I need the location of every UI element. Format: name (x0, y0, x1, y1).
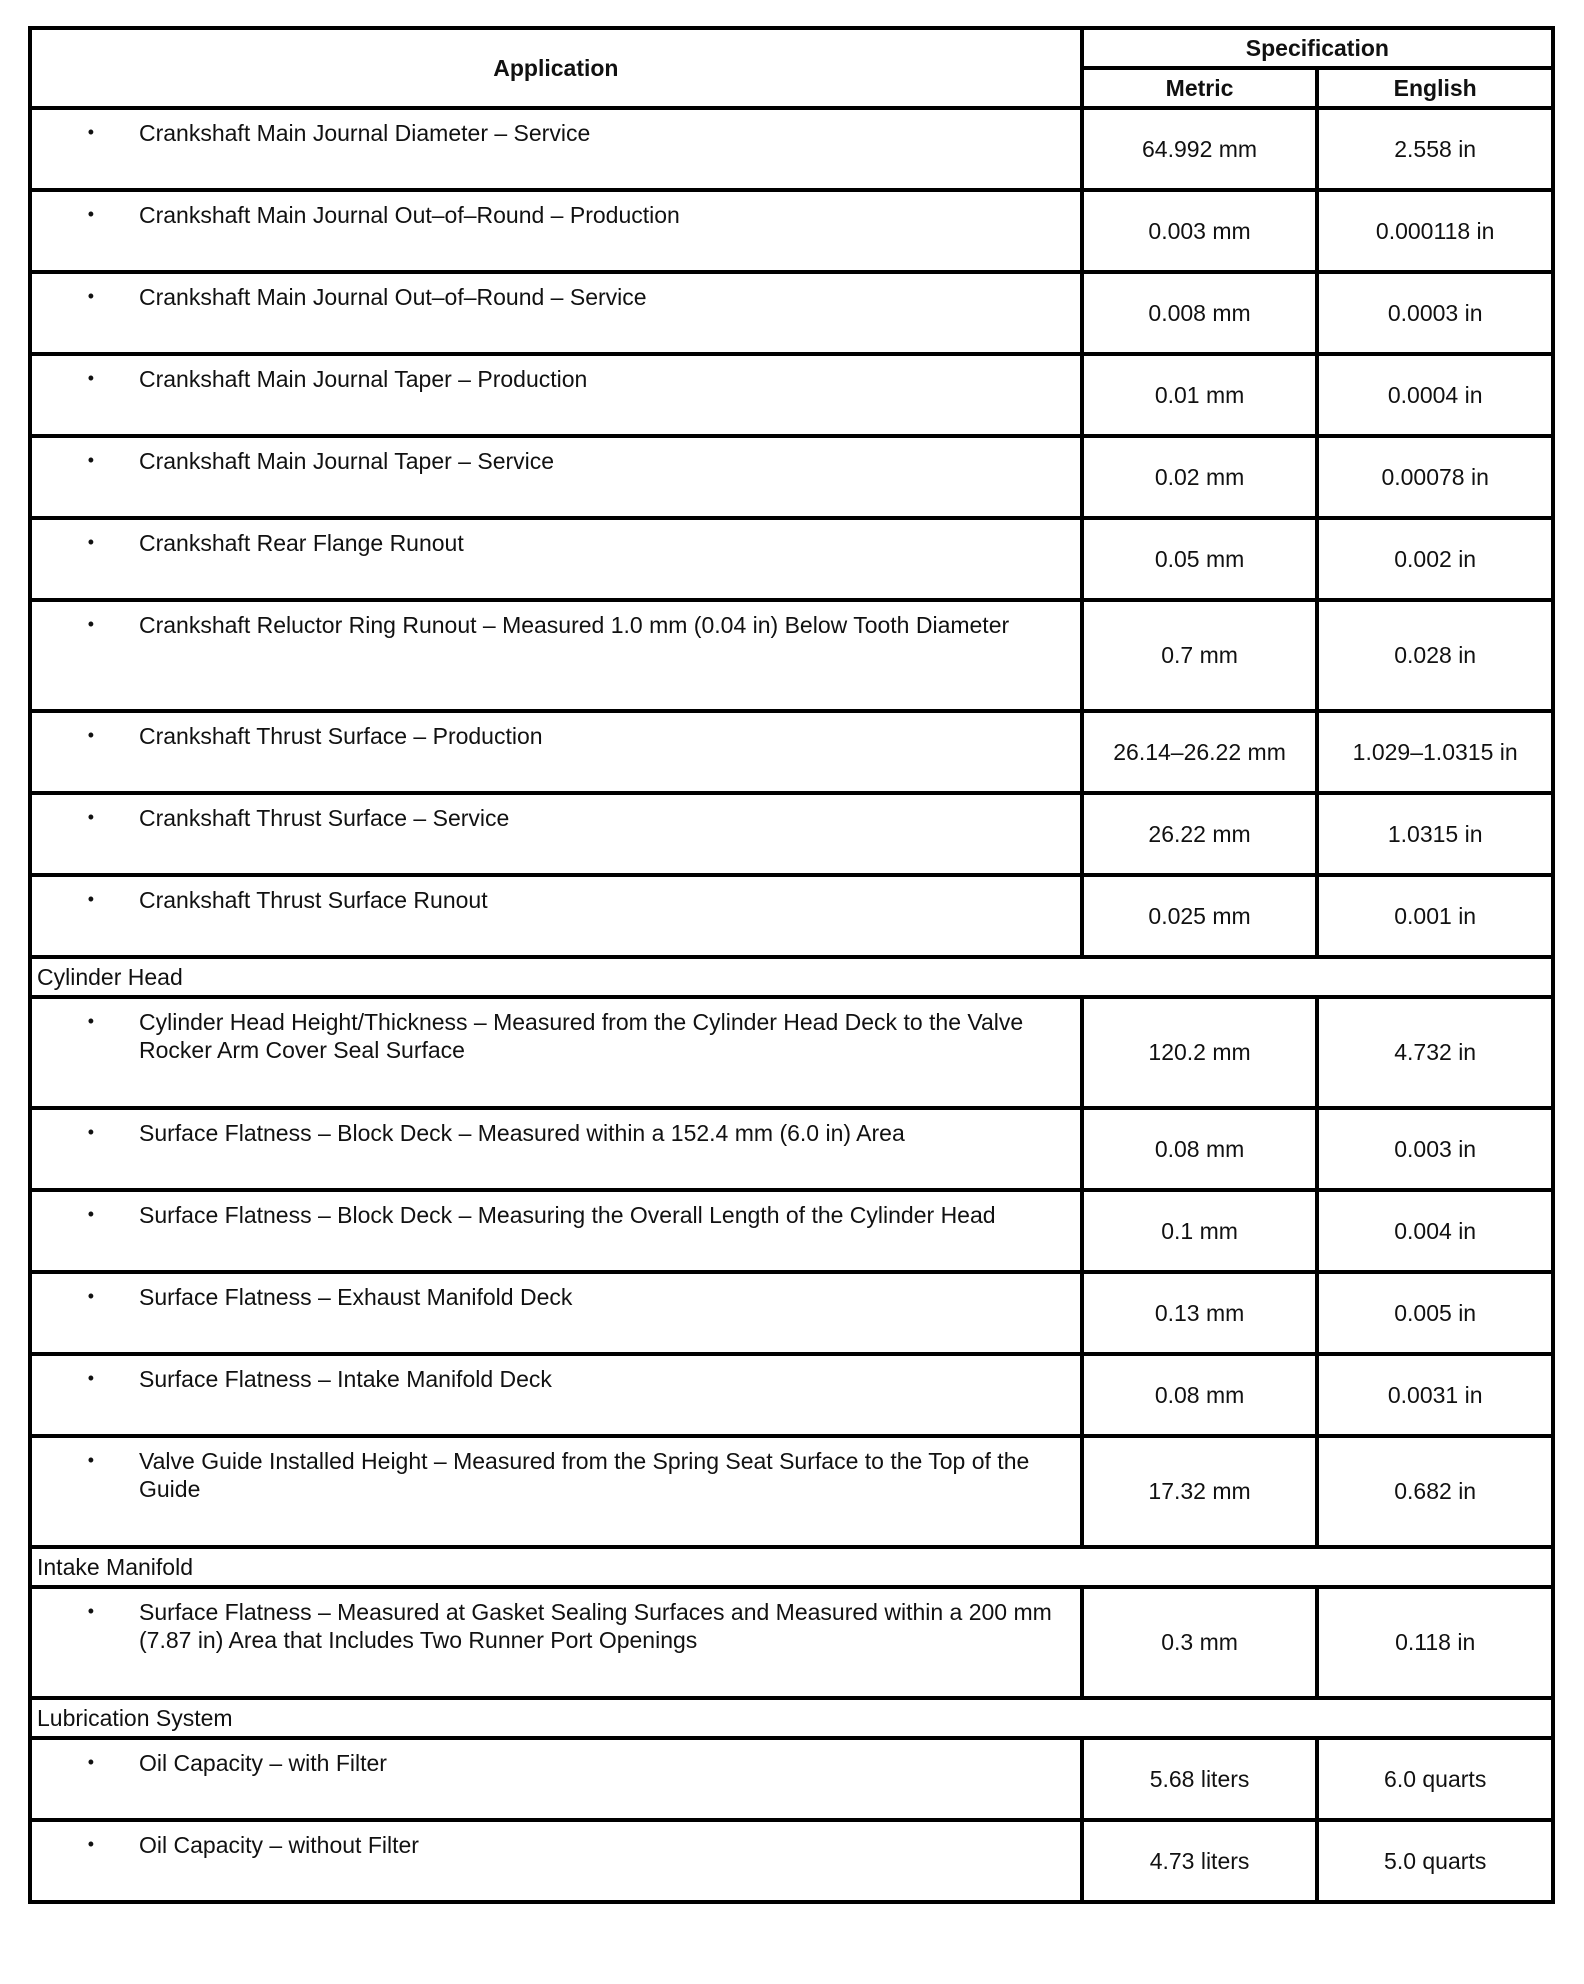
application-cell (30, 793, 1082, 875)
metric-value: 0.05 mm (1082, 518, 1318, 600)
english-value: 0.0003 in (1317, 272, 1553, 354)
bullet-icon: • (87, 532, 94, 552)
application-text: Crankshaft Main Journal Taper – Service (139, 448, 555, 474)
table-row (30, 1820, 1553, 1902)
application-text: Crankshaft Thrust Surface Runout (139, 887, 488, 913)
header-english: English (1317, 68, 1553, 108)
english-value: 0.002 in (1317, 518, 1553, 600)
english-value: 0.118 in (1317, 1587, 1553, 1698)
table-row (30, 600, 1553, 711)
metric-value: 5.68 liters (1082, 1738, 1318, 1820)
metric-value: 0.1 mm (1082, 1190, 1318, 1272)
application-text: Crankshaft Thrust Surface – Production (139, 723, 543, 749)
table-row (30, 1272, 1553, 1354)
application-cell (30, 436, 1082, 518)
application-cell (30, 1587, 1082, 1698)
english-value: 0.000118 in (1317, 190, 1553, 272)
english-value: 0.0031 in (1317, 1354, 1553, 1436)
application-text: Crankshaft Main Journal Taper – Production (139, 366, 588, 392)
application-text: Valve Guide Installed Height – Measured from the Spring Seat Surface to the Top of the Guide (139, 1448, 1030, 1502)
metric-value: 0.008 mm (1082, 272, 1318, 354)
spec-body (30, 108, 1553, 1902)
english-value: 0.00078 in (1317, 436, 1553, 518)
application-cell (30, 1436, 1082, 1547)
application-cell (30, 1738, 1082, 1820)
table-row (30, 1738, 1553, 1820)
table-row (30, 272, 1553, 354)
application-text: Crankshaft Main Journal Out–of–Round – Service (139, 284, 647, 310)
application-text: Oil Capacity – with Filter (139, 1750, 387, 1776)
application-cell (30, 1354, 1082, 1436)
metric-value: 4.73 liters (1082, 1820, 1318, 1902)
section-title: Intake Manifold (30, 1547, 1553, 1587)
table-row (30, 711, 1553, 793)
application-cell (30, 1190, 1082, 1272)
application-cell (30, 997, 1082, 1108)
bullet-icon: • (87, 368, 94, 388)
header-metric: Metric (1082, 68, 1318, 108)
metric-value: 0.01 mm (1082, 354, 1318, 436)
application-cell (30, 518, 1082, 600)
application-cell (30, 272, 1082, 354)
english-value: 0.028 in (1317, 600, 1553, 711)
metric-value: 0.025 mm (1082, 875, 1318, 957)
english-value: 2.558 in (1317, 108, 1553, 190)
bullet-icon: • (87, 725, 94, 745)
metric-value: 64.992 mm (1082, 108, 1318, 190)
application-text: Crankshaft Thrust Surface – Service (139, 805, 510, 831)
application-cell (30, 1272, 1082, 1354)
application-cell (30, 711, 1082, 793)
bullet-icon: • (87, 1011, 94, 1031)
bullet-icon: • (87, 122, 94, 142)
bullet-icon: • (87, 1450, 94, 1470)
table-row (30, 997, 1553, 1108)
metric-value: 0.08 mm (1082, 1354, 1318, 1436)
application-text: Surface Flatness – Block Deck – Measured within a 152.4 mm (6.0 in) Area (139, 1120, 905, 1146)
metric-value: 0.02 mm (1082, 436, 1318, 518)
metric-value: 26.22 mm (1082, 793, 1318, 875)
application-text: Surface Flatness – Intake Manifold Deck (139, 1366, 552, 1392)
section-title: Lubrication System (30, 1698, 1553, 1738)
metric-value: 26.14–26.22 mm (1082, 711, 1318, 793)
english-value: 0.001 in (1317, 875, 1553, 957)
section-row (30, 957, 1553, 997)
bullet-icon: • (87, 807, 94, 827)
table-row (30, 354, 1553, 436)
application-text: Surface Flatness – Block Deck – Measuring the Overall Length of the Cylinder Head (139, 1202, 996, 1228)
application-cell (30, 108, 1082, 190)
table-row (30, 1190, 1553, 1272)
english-value: 4.732 in (1317, 997, 1553, 1108)
application-cell (30, 1108, 1082, 1190)
bullet-icon: • (87, 1834, 94, 1854)
bullet-icon: • (87, 889, 94, 909)
application-text: Cylinder Head Height/Thickness – Measured from the Cylinder Head Deck to the Valve Rocker Arm Cover Seal Surface (139, 1009, 1024, 1063)
english-value: 0.005 in (1317, 1272, 1553, 1354)
bullet-icon: • (87, 1122, 94, 1142)
bullet-icon: • (87, 204, 94, 224)
spec-table (28, 26, 1555, 1904)
application-cell (30, 875, 1082, 957)
english-value: 0.003 in (1317, 1108, 1553, 1190)
table-row (30, 190, 1553, 272)
english-value: 0.682 in (1317, 1436, 1553, 1547)
section-row (30, 1547, 1553, 1587)
application-cell (30, 1820, 1082, 1902)
metric-value: 17.32 mm (1082, 1436, 1318, 1547)
application-text: Surface Flatness – Exhaust Manifold Deck (139, 1284, 573, 1310)
table-row (30, 518, 1553, 600)
bullet-icon: • (87, 1601, 94, 1621)
table-row (30, 1436, 1553, 1547)
application-text: Crankshaft Reluctor Ring Runout – Measured 1.0 mm (0.04 in) Below Tooth Diameter (139, 612, 1010, 638)
table-row (30, 1587, 1553, 1698)
application-text: Crankshaft Main Journal Diameter – Service (139, 120, 591, 146)
application-cell (30, 190, 1082, 272)
application-text: Oil Capacity – without Filter (139, 1832, 419, 1858)
application-cell (30, 354, 1082, 436)
bullet-icon: • (87, 614, 94, 634)
metric-value: 0.08 mm (1082, 1108, 1318, 1190)
table-row (30, 1108, 1553, 1190)
table-row (30, 1354, 1553, 1436)
bullet-icon: • (87, 1286, 94, 1306)
metric-value: 0.3 mm (1082, 1587, 1318, 1698)
metric-value: 120.2 mm (1082, 997, 1318, 1108)
bullet-icon: • (87, 286, 94, 306)
section-row (30, 1698, 1553, 1738)
header-application: Application (30, 28, 1082, 108)
table-row (30, 108, 1553, 190)
english-value: 5.0 quarts (1317, 1820, 1553, 1902)
application-cell (30, 600, 1082, 711)
english-value: 0.0004 in (1317, 354, 1553, 436)
application-text: Surface Flatness – Measured at Gasket Sealing Surfaces and Measured within a 200 mm (7.87 in) Area that Includes Two Runner Port Openings (139, 1599, 1052, 1653)
bullet-icon: • (87, 1204, 94, 1224)
metric-value: 0.7 mm (1082, 600, 1318, 711)
section-title: Cylinder Head (30, 957, 1553, 997)
english-value: 1.0315 in (1317, 793, 1553, 875)
application-text: Crankshaft Rear Flange Runout (139, 530, 464, 556)
bullet-icon: • (87, 450, 94, 470)
table-row (30, 436, 1553, 518)
header-specification: Specification (1082, 28, 1553, 68)
bullet-icon: • (87, 1368, 94, 1388)
bullet-icon: • (87, 1752, 94, 1772)
table-row (30, 875, 1553, 957)
english-value: 1.029–1.0315 in (1317, 711, 1553, 793)
table-row (30, 793, 1553, 875)
metric-value: 0.003 mm (1082, 190, 1318, 272)
metric-value: 0.13 mm (1082, 1272, 1318, 1354)
english-value: 0.004 in (1317, 1190, 1553, 1272)
application-text: Crankshaft Main Journal Out–of–Round – Production (139, 202, 680, 228)
english-value: 6.0 quarts (1317, 1738, 1553, 1820)
